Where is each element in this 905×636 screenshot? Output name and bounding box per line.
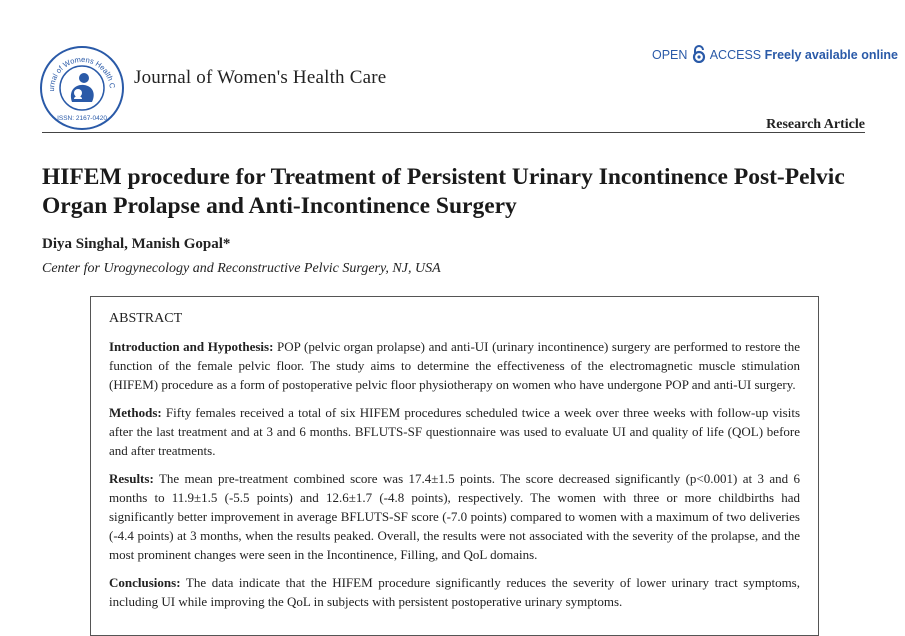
open-access-open: OPEN bbox=[652, 48, 688, 62]
abstract-methods-text: Fifty females received a total of six HIFEM procedures scheduled twice a week over three weeks with follow-up visits after the last treatment and at 3 and 6 months. BFLUTS-SF questionnaire was used to evaluate UI and quality of life (QOL) before and after treatments. bbox=[109, 405, 801, 458]
open-lock-icon bbox=[692, 45, 706, 63]
abstract-introduction bbox=[109, 337, 800, 394]
header-rule bbox=[42, 132, 865, 133]
abstract-results-text: The mean pre-treatment combined score was 17.4±1.5 points. The score decreased significantly (p<0.001) at 3 and 6 months to 11.9±1.5 (-5.5 points) and 12.6±1.7 (-4.8 points), respectively. The women with three or more childbirths had significantly better improvement in average BFLUTS-SF score (-7.0 points) compared to women with a maximum of two deliveries (-4.4 points) at 3 months, when the results peaked. Overall, the results were not associated with the severity of the prolapse, and the most prominent changes were seen in the Incontinence, Filling, and QoL domains. bbox=[109, 471, 801, 562]
open-access-badge bbox=[652, 45, 898, 63]
abstract-heading: ABSTRACT bbox=[109, 311, 183, 326]
abstract-methods-label: Methods: bbox=[109, 405, 162, 420]
abstract-introduction-label: Introduction and Hypothesis: bbox=[109, 339, 274, 354]
svg-text:Journal of Womens Health Care bbox=[38, 44, 117, 92]
open-access-freely: Freely available online bbox=[764, 48, 899, 62]
abstract-box bbox=[90, 296, 819, 636]
abstract-introduction-text: POP (pelvic organ prolapse) and anti-UI (urinary incontinence) surgery are performed to restore the function of the female pelvic floor. The study aims to determine the effectiveness of the electromagnetic muscle stimulation (HIFEM) procedure as a form of postoperative pelvic floor physiotherapy on women who have undergone POP and anti-UI surgery. bbox=[109, 339, 800, 392]
abstract-methods bbox=[109, 403, 800, 460]
journal-name: Journal of Women's Health Care bbox=[134, 67, 387, 88]
open-access-access: ACCESS bbox=[709, 48, 762, 62]
journal-logo bbox=[38, 44, 126, 132]
abstract-results bbox=[109, 469, 800, 564]
article-affiliation: Center for Urogynecology and Reconstructive Pelvic Surgery, NJ, USA bbox=[42, 261, 441, 276]
logo-issn: ISSN: 2167-0420 bbox=[57, 115, 107, 122]
abstract-results-label: Results: bbox=[109, 471, 154, 486]
logo-seal-text: urnal of Womens Health C bbox=[46, 54, 118, 92]
article-type: Research Article bbox=[766, 117, 865, 132]
abstract-conclusions bbox=[109, 573, 800, 611]
abstract-conclusions-label: Conclusions: bbox=[109, 575, 181, 590]
article-title: HIFEM procedure for Treatment of Persistent Urinary Incontinence Post-Pelvic Organ Prolapse and Anti-Incontinence Surgery bbox=[42, 164, 845, 219]
article-authors: Diya Singhal, Manish Gopal* bbox=[42, 236, 231, 252]
abstract-conclusions-text: The data indicate that the HIFEM procedure significantly reduces the severity of lower urinary tract symptoms, including UI while improving the QoL in subjects with persistent postoperative urinary symptoms. bbox=[109, 575, 800, 609]
